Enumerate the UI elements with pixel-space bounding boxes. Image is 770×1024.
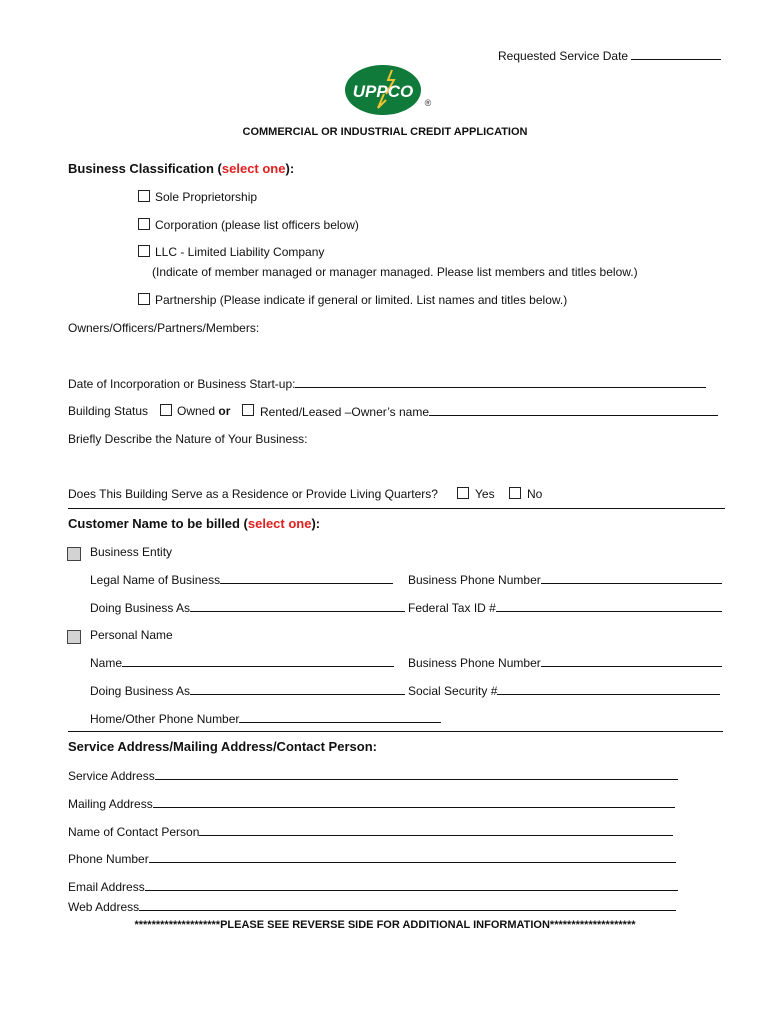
service-address-field[interactable] (155, 768, 678, 780)
llc-checkbox[interactable] (138, 245, 150, 257)
rented-row (260, 404, 718, 419)
social-security-row (408, 683, 720, 698)
legal-name-row (90, 572, 393, 587)
heading-text: Business Classification ( (68, 161, 222, 176)
business-classification-heading (68, 161, 294, 176)
uppco-logo-icon (344, 64, 436, 118)
residence-no-label: No (527, 487, 543, 501)
mailing-address-field[interactable] (153, 796, 675, 808)
web-address-field[interactable] (139, 899, 676, 911)
residence-no-checkbox[interactable] (509, 487, 521, 499)
business-phone-field[interactable] (541, 572, 722, 584)
building-status-label: Building Status (68, 404, 149, 418)
home-phone-label: Home/Other Phone Number (90, 712, 240, 726)
legal-name-field[interactable] (220, 572, 393, 584)
business-phone-2-row (408, 655, 722, 670)
business-phone-row (408, 572, 722, 587)
federal-tax-id-row (408, 600, 722, 615)
corporation-checkbox[interactable] (138, 218, 150, 230)
social-security-label: Social Security # (408, 684, 498, 698)
section-divider (68, 731, 723, 732)
contact-person-field[interactable] (199, 824, 673, 836)
dba-label: Doing Business As (90, 601, 191, 615)
owned-row (177, 404, 230, 418)
owners-label: Owners/Officers/Partners/Members: (68, 321, 260, 335)
dba-2-row (90, 683, 405, 698)
web-address-label: Web Address (68, 900, 140, 914)
requested-service-date-field[interactable] (631, 48, 721, 60)
web-address-row (68, 899, 676, 914)
business-entity-checkbox[interactable] (67, 547, 81, 561)
requested-service-date-label: Requested Service Date (498, 49, 629, 63)
email-address-label: Email Address (68, 880, 145, 894)
contact-person-row (68, 824, 673, 839)
mailing-address-row (68, 796, 675, 811)
federal-tax-id-label: Federal Tax ID # (408, 601, 496, 615)
service-address-label: Service Address (68, 769, 155, 783)
personal-name-checkbox[interactable] (67, 630, 81, 644)
home-phone-field[interactable] (239, 711, 441, 723)
nature-of-business-label: Briefly Describe the Nature of Your Business: (68, 432, 308, 446)
owned-checkbox[interactable] (160, 404, 172, 416)
dba-2-field[interactable] (190, 683, 405, 695)
partnership-label: Partnership (Please indicate if general or limited. List names and titles below.) (155, 293, 568, 307)
llc-label: LLC - Limited Liability Company (155, 245, 325, 259)
partnership-checkbox[interactable] (138, 293, 150, 305)
select-one-hint: select one (247, 516, 312, 531)
sole-proprietorship-label: Sole Proprietorship (155, 190, 258, 204)
section-divider (68, 508, 725, 509)
dba-row (90, 600, 405, 615)
corporation-label: Corporation (please list officers below) (155, 218, 359, 232)
dba-2-label: Doing Business As (90, 684, 191, 698)
mailing-address-label: Mailing Address (68, 797, 153, 811)
reverse-side-note: ********************PLEASE SEE REVERSE SIDE FOR ADDITIONAL INFORMATION******************** (134, 919, 636, 931)
heading-text: Customer Name to be billed ( (68, 516, 248, 531)
select-one-hint: select one (221, 161, 286, 176)
social-security-field[interactable] (497, 683, 720, 695)
email-address-field[interactable] (145, 879, 678, 891)
phone-number-field[interactable] (149, 851, 676, 863)
name-row (90, 655, 394, 670)
customer-name-heading (68, 516, 320, 531)
date-of-incorporation-label: Date of Incorporation or Business Start-up: (68, 377, 296, 391)
date-of-incorporation-row (68, 376, 706, 391)
residence-question: Does This Building Serve as a Residence or Provide Living Quarters? (68, 487, 438, 501)
name-label: Name (90, 656, 123, 670)
name-field[interactable] (122, 655, 394, 667)
logo-text: UPPCO (352, 82, 414, 101)
owned-label: Owned (177, 404, 216, 418)
sole-proprietorship-checkbox[interactable] (138, 190, 150, 202)
residence-yes-checkbox[interactable] (457, 487, 469, 499)
llc-note: (Indicate of member managed or manager managed. Please list members and titles below.) (152, 265, 638, 279)
logo-registered-mark: ® (424, 98, 432, 108)
requested-service-date (498, 48, 721, 63)
business-phone-2-field[interactable] (541, 655, 722, 667)
rented-checkbox[interactable] (242, 404, 254, 416)
residence-yes-label: Yes (475, 487, 495, 501)
rented-label: Rented/Leased –Owner’s name (260, 405, 429, 419)
business-entity-label: Business Entity (90, 545, 173, 559)
date-of-incorporation-field[interactable] (295, 376, 706, 388)
federal-tax-id-field[interactable] (496, 600, 722, 612)
email-address-row (68, 879, 678, 894)
service-address-heading: Service Address/Mailing Address/Contact Person: (68, 739, 377, 754)
service-address-row (68, 768, 678, 783)
heading-suffix: ): (311, 516, 321, 531)
business-phone-label: Business Phone Number (408, 573, 541, 587)
uppco-logo (344, 64, 436, 118)
personal-name-label: Personal Name (90, 628, 173, 642)
contact-person-label: Name of Contact Person (68, 825, 200, 839)
home-phone-row (90, 711, 441, 726)
dba-field[interactable] (190, 600, 405, 612)
business-phone-2-label: Business Phone Number (408, 656, 541, 670)
phone-number-row (68, 851, 676, 866)
phone-number-label: Phone Number (68, 852, 149, 866)
owner-name-field[interactable] (429, 404, 718, 416)
legal-name-label: Legal Name of Business (90, 573, 221, 587)
or-label: or (218, 404, 231, 418)
heading-suffix: ): (285, 161, 295, 176)
page-title: COMMERCIAL OR INDUSTRIAL CREDIT APPLICATION (242, 126, 528, 138)
